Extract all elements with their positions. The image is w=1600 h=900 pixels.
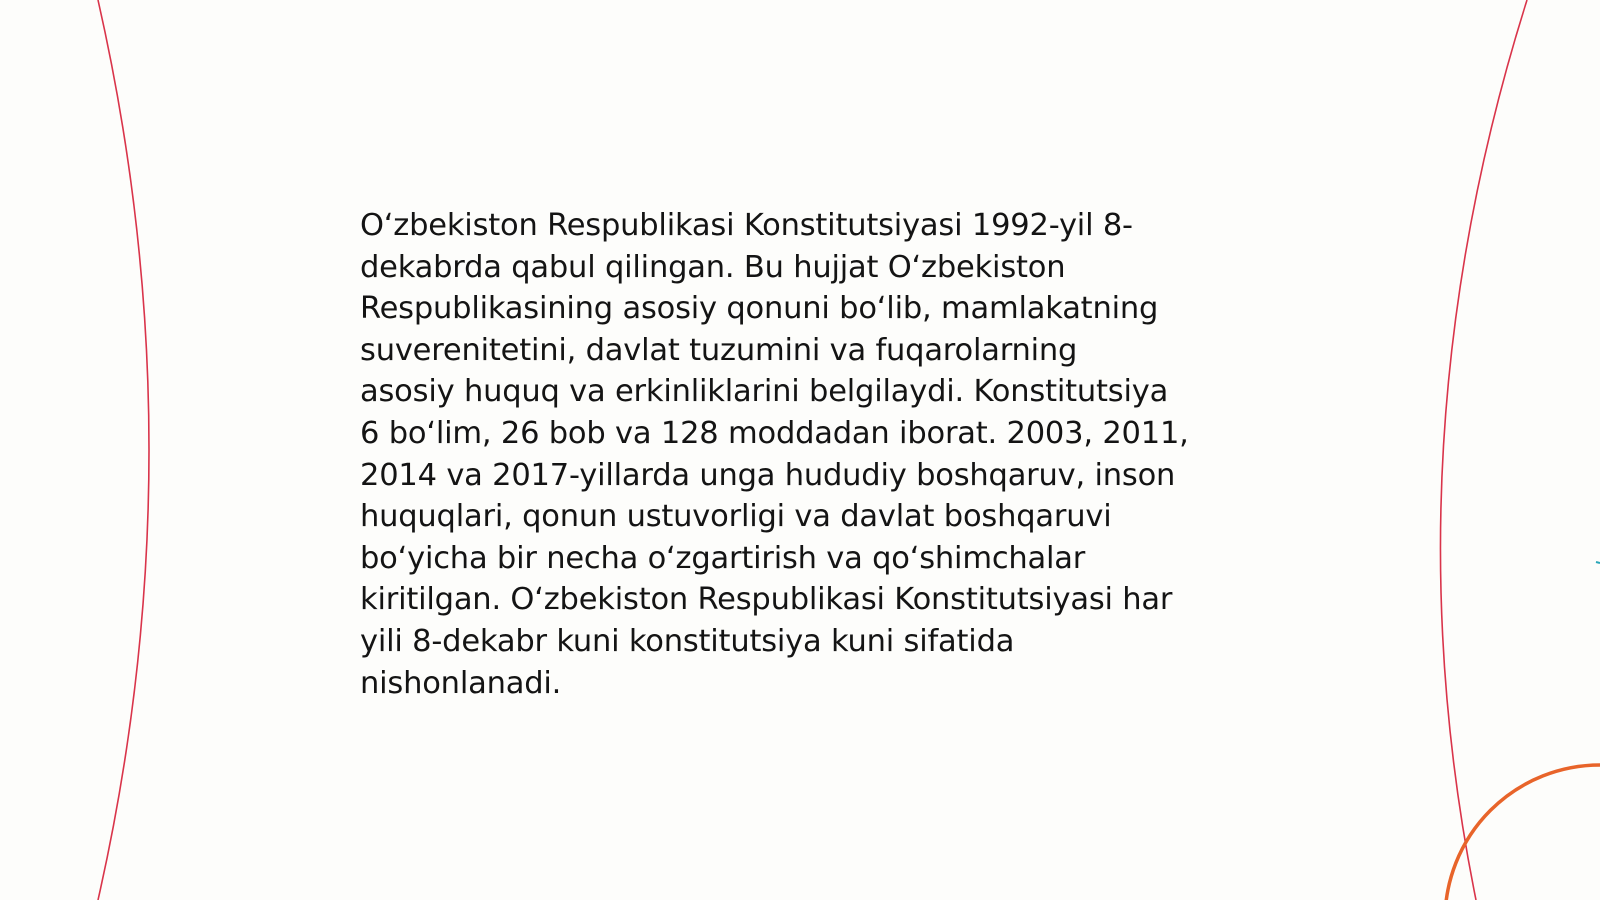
teal-tick	[1596, 562, 1600, 563]
paragraph-line: 6 bo‘lim, 26 bob va 128 moddadan iborat. 2003, 2011,	[360, 415, 1189, 451]
paragraph-line: bo‘yicha bir necha o‘zgartirish va qo‘shimchalar	[360, 540, 1086, 576]
paragraph-line: yili 8-dekabr kuni konstitutsiya kuni sifatida	[360, 623, 1015, 659]
paragraph-line: suverenitetini, davlat tuzumini va fuqarolarning	[360, 332, 1078, 368]
paragraph-line: nishonlanadi.	[360, 665, 562, 701]
orange-circle-arc	[1445, 765, 1600, 900]
right-red-arc	[1440, 0, 1527, 900]
paragraph-line: 2014 va 2017-yillarda unga hududiy boshqaruv, inson	[360, 457, 1176, 493]
paragraph-line: O‘zbekiston Respublikasi Konstitutsiyasi 1992-yil 8-	[360, 208, 1133, 243]
paragraph-line: Respublikasining asosiy qonuni bo‘lib, mamlakatning	[360, 291, 1159, 327]
paragraph-line: kiritilgan. O‘zbekiston Respublikasi Konstitutsiyasi har	[360, 582, 1173, 618]
paragraph-line: huquqlari, qonun ustuvorligi va davlat boshqaruvi	[360, 499, 1112, 535]
constitution-paragraph	[360, 205, 1260, 704]
left-red-arc	[98, 0, 149, 900]
paragraph-line: asosiy huquq va erkinliklarini belgilaydi. Konstitutsiya	[360, 374, 1169, 410]
paragraph-line: dekabrda qabul qilingan. Bu hujjat O‘zbekiston	[360, 249, 1066, 285]
